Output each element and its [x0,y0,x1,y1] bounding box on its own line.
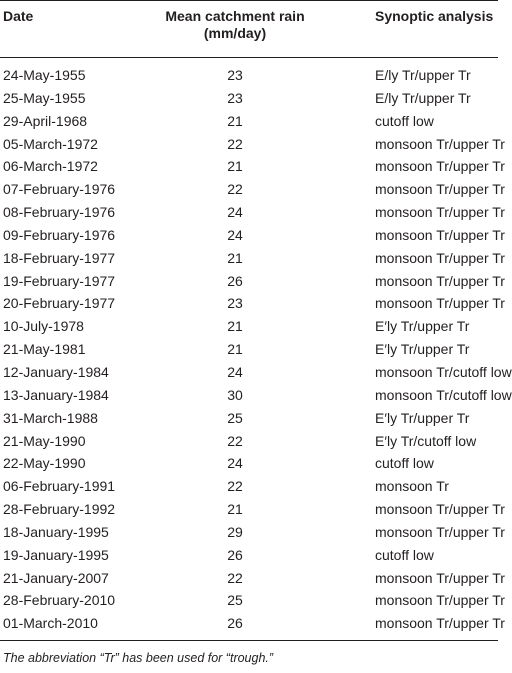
table-row [0,292,505,315]
cell-synoptic: cutoff low [375,546,434,563]
cell-synoptic: monsoon Tr/upper Tr [375,204,505,221]
cell-rain: 30 [227,386,243,403]
cell-rain: 24 [227,226,243,243]
cell-synoptic: monsoon Tr/upper Tr [375,272,505,289]
cell-date: 08-February-1976 [3,204,116,221]
table-row [0,430,498,453]
header-synoptic-analysis: Synoptic analysis [375,8,494,24]
cell-date: 01-March-2010 [3,615,98,632]
table-row [0,589,505,612]
table-row [0,87,498,110]
table-row [0,224,505,247]
cell-rain: 25 [227,409,243,426]
table-row [0,612,505,635]
cell-date: 20-February-1977 [3,295,116,312]
cell-synoptic: monsoon Tr/upper Tr [375,295,505,312]
cell-rain: 21 [227,318,243,335]
table-row [0,498,505,521]
cell-date: 09-February-1976 [3,226,116,243]
table-row [0,133,505,156]
cell-date: 19-February-1977 [3,272,116,289]
table-row [0,270,505,293]
cell-synoptic: monsoon Tr/upper Tr [375,501,505,518]
cell-synoptic: monsoon Tr/upper Tr [375,181,505,198]
cell-date: 07-February-1976 [3,181,116,198]
cell-synoptic: monsoon Tr/cutoff low [375,386,512,403]
header-mean-catchment-rain [154,8,316,42]
cell-synoptic: monsoon Tr/upper Tr [375,523,505,540]
cell-rain: 22 [227,569,243,586]
table-row [0,544,498,567]
table-footnote: The abbreviation “Tr” has been used for “trough.” [3,651,274,665]
cell-date: 06-March-1972 [3,158,98,175]
table-row [0,521,505,544]
cell-synoptic: monsoon Tr/cutoff low [375,363,512,380]
cell-rain: 23 [227,89,243,106]
table-row [0,567,505,590]
cell-synoptic: E′ly Tr/upper Tr [375,318,470,335]
cell-rain: 22 [227,432,243,449]
cell-date: 29-April-1968 [3,112,88,129]
cell-rain: 21 [227,249,243,266]
cell-synoptic: monsoon Tr/upper Tr [375,592,505,609]
cell-synoptic: E/ly Tr/upper Tr [375,89,471,106]
table-row [0,452,498,475]
cell-date: 28-February-1992 [3,501,116,518]
cell-synoptic: monsoon Tr/upper Tr [375,249,505,266]
table-row [0,475,498,498]
cell-rain: 25 [227,592,243,609]
cell-rain: 22 [227,478,243,495]
cell-synoptic: E′ly Tr/upper Tr [375,409,470,426]
cell-rain: 26 [227,615,243,632]
cell-date: 28-February-2010 [3,592,116,609]
cell-date: 12-January-1984 [3,363,109,380]
cell-rain: 21 [227,341,243,358]
cell-synoptic: monsoon Tr/upper Tr [375,226,505,243]
cell-rain: 21 [227,501,243,518]
cell-date: 13-January-1984 [3,386,109,403]
table-row [0,201,505,224]
cell-rain: 24 [227,204,243,221]
cell-synoptic: monsoon Tr [375,478,449,495]
cell-rain: 26 [227,272,243,289]
cell-synoptic: monsoon Tr/upper Tr [375,158,505,175]
table-row [0,64,498,87]
cell-date: 06-February-1991 [3,478,116,495]
cell-date: 05-March-1972 [3,135,98,152]
cell-date: 21-January-2007 [3,569,109,586]
cell-synoptic: E/ly Tr/upper Tr [375,67,471,83]
cell-rain: 21 [227,158,243,175]
cell-date: 22-May-1990 [3,455,86,472]
table-row [0,338,498,361]
table-row [0,384,512,407]
cell-synoptic: monsoon Tr/upper Tr [375,569,505,586]
cell-rain: 23 [227,67,243,83]
table-top-rule [0,0,498,1]
cell-date: 24-May-1955 [3,67,86,83]
cell-date: 10-July-1978 [3,318,84,335]
table-row [0,361,512,384]
table-row [0,315,498,338]
cell-rain: 24 [227,455,243,472]
cell-synoptic: cutoff low [375,455,434,472]
header-rain-unit: (mm/day) [203,25,267,41]
cell-date: 18-January-1995 [3,523,109,540]
cell-rain: 29 [227,523,243,540]
cell-rain: 22 [227,181,243,198]
cell-synoptic: E′ly Tr/upper Tr [375,341,470,358]
cell-date: 31-March-1988 [3,409,98,426]
table-bottom-rule [0,640,498,641]
cell-rain: 22 [227,135,243,152]
cell-date: 21-May-1981 [3,341,86,358]
table-row [0,247,505,270]
cell-rain: 26 [227,546,243,563]
cell-rain: 23 [227,295,243,312]
header-date: Date [3,8,34,24]
table-row [0,110,498,133]
cell-rain: 21 [227,112,243,129]
header-rain-title: Mean catchment rain [165,8,305,24]
table-row [0,407,498,430]
cell-synoptic: cutoff low [375,112,434,129]
cell-synoptic: monsoon Tr/upper Tr [375,615,505,632]
cell-date: 18-February-1977 [3,249,116,266]
header-rule [0,57,498,58]
cell-rain: 24 [227,363,243,380]
cell-synoptic: monsoon Tr/upper Tr [375,135,505,152]
cell-date: 19-January-1995 [3,546,109,563]
table-row [0,155,505,178]
cell-date: 21-May-1990 [3,432,86,449]
table-row [0,178,505,201]
cell-date: 25-May-1955 [3,89,86,106]
table-body [0,64,512,635]
cell-synoptic: E′ly Tr/cutoff low [375,432,477,449]
